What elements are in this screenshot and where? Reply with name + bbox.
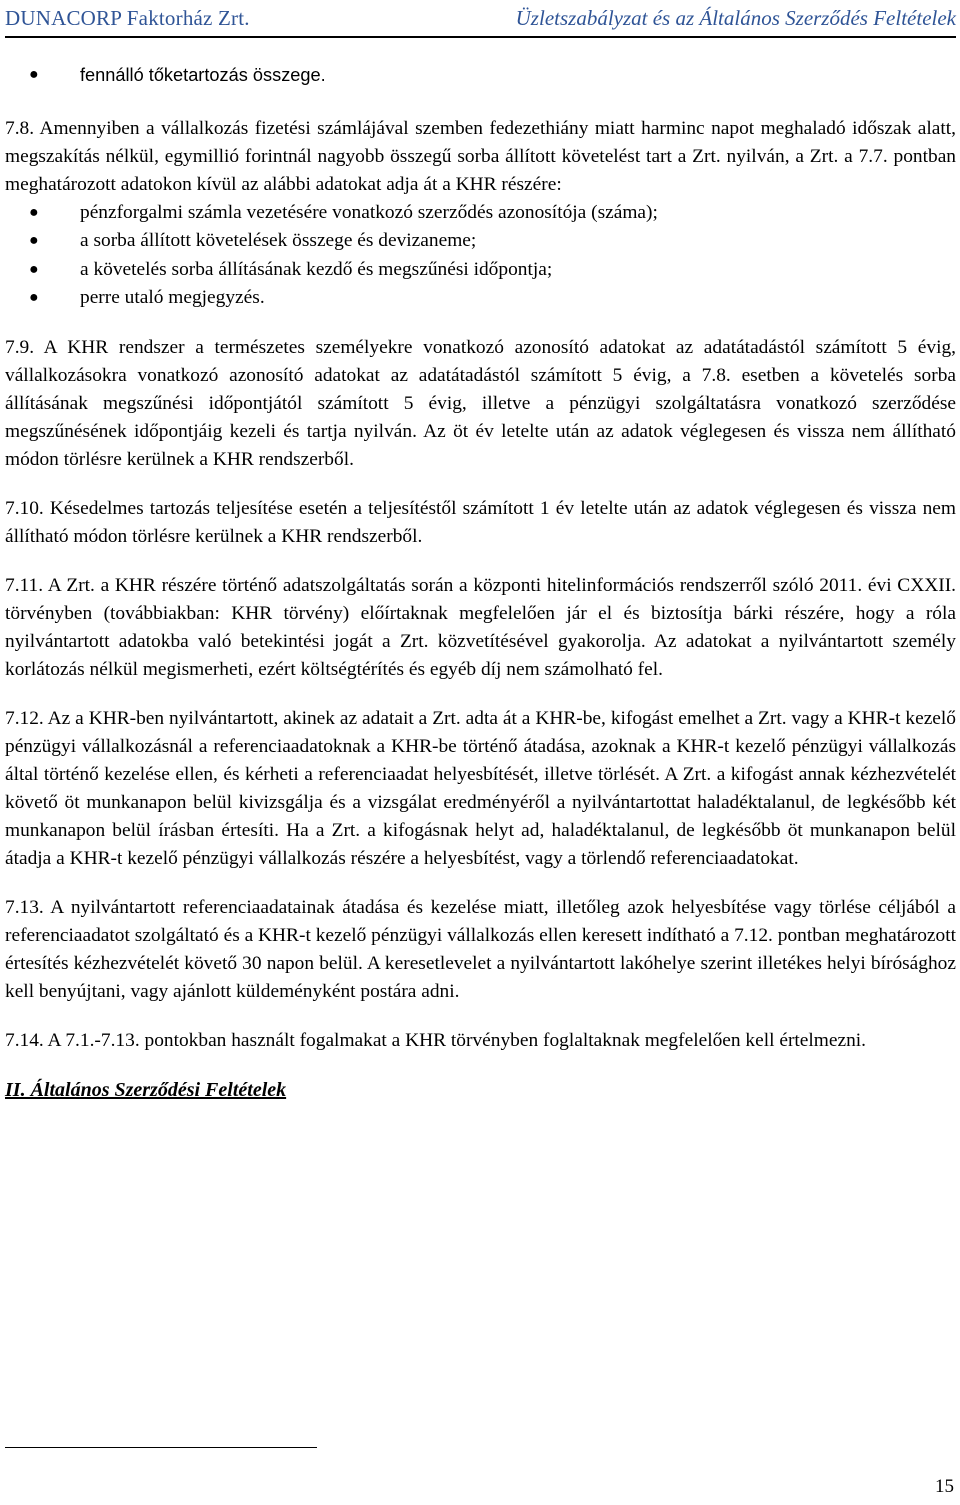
bullet-icon: ● <box>29 260 39 278</box>
section-heading: II. Általános Szerződési Feltételek <box>5 1078 287 1101</box>
list-item <box>5 284 956 313</box>
paragraph-7-11: 7.11. A Zrt. a KHR részére történő adatszolgáltatás során a központi hitelinformációs rendszerről szóló 2011. évi CXXII. törvényben (továbbiakban: KHR törvény) előírtaknak megfelelően jár el és biztosítja bárki részére, hogy a róla nyilvántartott adatokba való betekintési jogát a Zrt. közvetítésével gyakorolja. Az adatokat a nyilvántartott személy korlátozás nélkül megismerheti, ezért költségtérítés és egyéb díj nem számolható fel. <box>5 574 956 680</box>
page-number: 15 <box>935 1476 954 1497</box>
list-item <box>5 199 956 228</box>
khr-data-list <box>5 199 956 313</box>
list-item <box>5 227 956 256</box>
document-body <box>5 61 956 1104</box>
paragraph-7-14: 7.14. A 7.1.-7.13. pontokban használt fogalmakat a KHR törvényben foglaltaknak megfelelően kell értelmezni. <box>5 1029 867 1051</box>
paragraph-7-10: 7.10. Késedelmes tartozás teljesítése esetén a teljesítéstől számított 1 év letelte után az adatok véglegesen és vissza nem állítható módon törlésre kerülnek a KHR rendszerből. <box>5 497 956 547</box>
paragraph-7-8 <box>5 115 956 199</box>
footer-divider <box>5 1447 317 1448</box>
top-bullet-list <box>5 61 956 91</box>
paragraph-7-13: 7.13. A nyilvántartott referenciaadatainak átadása és kezelése miatt, illetőleg azok helyesbítése vagy törlése céljából a referenciaadatot szolgáltató és a KHR-t kezelő pénzügyi vállalkozás ellen keresett indítható a 7.12. pontban meghatározott értesítés kézhezvételét követő 30 napon belül. A keresetlevelet a nyilvántartott lakóhelye szerint illetékes helyi bírósághoz kell benyújtani, vagy ajánlott küldeményként postára adni. <box>5 896 956 1002</box>
list-item-text: fennálló tőketartozás összege. <box>80 65 326 85</box>
paragraph-7-8-text: 7.8. Amennyiben a vállalkozás fizetési számlájával szemben fedezethiány miatt harminc napot meghaladó időszak alatt, megszakítás nélkül, egymillió forintnál nagyobb összegű sorba állított követelést tart a Zrt. nyilván, a Zrt. a 7.7. pontban meghatározott adatokon kívül az alábbi adatokat adja át a KHR részére: <box>5 117 956 195</box>
list-item-text: perre utaló megjegyzés. <box>80 287 265 308</box>
list-item-text: a sorba állított követelések összege és devizaneme; <box>80 230 477 251</box>
bullet-icon: ● <box>29 289 39 306</box>
page-header <box>5 2 956 38</box>
bullet-icon: ● <box>29 66 39 83</box>
list-item <box>5 256 956 285</box>
bullet-icon: ● <box>29 203 39 221</box>
bullet-icon: ● <box>29 232 39 249</box>
header-document-title: Üzletszabályzat és az Általános Szerződés Feltételek <box>515 6 956 30</box>
list-item-text: pénzforgalmi számla vezetésére vonatkozó szerződés azonosítója (száma); <box>80 201 658 223</box>
paragraph-7-9: 7.9. A KHR rendszer a természetes személyekre vonatkozó azonosító adatokat az adatátadástól számított 5 évig, vállalkozásokra vonatkozó azonosító adatokat az adatátadástól számított 5 évig, a 7.8. esetben a követelés sorba állításának megszűnési időpontjától számított 5 évig, illetve a pénzügyi szolgáltatásra vonatkozó szerződése megszűnésének időpontjáig kezeli és tartja nyilván. Az öt év letelte után az adatok véglegesen és vissza nem állítható módon törlésre kerülnek a KHR rendszerből. <box>5 336 956 470</box>
list-item-text: a követelés sorba állításának kezdő és megszűnési időpontja; <box>80 258 553 280</box>
paragraph-7-12: 7.12. Az a KHR-ben nyilvántartott, akinek az adatait a Zrt. adta át a KHR-be, kifogást emelhet a Zrt. vagy a KHR-t kezelő pénzügyi vállalkozásnál a referenciaadatoknak a KHR-be történő átadása, azoknak a KHR-t kezelő pénzügyi vállalkozás által történő kezelése ellen, és kérheti a referenciaadat helyesbítését, illetve törlését. A Zrt. a kifogást annak kézhezvételét követő öt munkanapon belül kivizsgálja és a vizsgálat eredményéről a nyilvántartottat haladéktalanul, de legkésőbb két munkanapon belül írásban értesíti. Ha a Zrt. a kifogásnak helyt ad, haladéktalanul, de legkésőbb öt munkanapon belül átadja a KHR-t kezelő pénzügyi vállalkozás részére a helyesbítést, vagy a törlendő referenciaadatokat. <box>5 707 956 869</box>
header-company: DUNACORP Faktorház Zrt. <box>5 6 250 30</box>
list-item <box>5 61 956 91</box>
